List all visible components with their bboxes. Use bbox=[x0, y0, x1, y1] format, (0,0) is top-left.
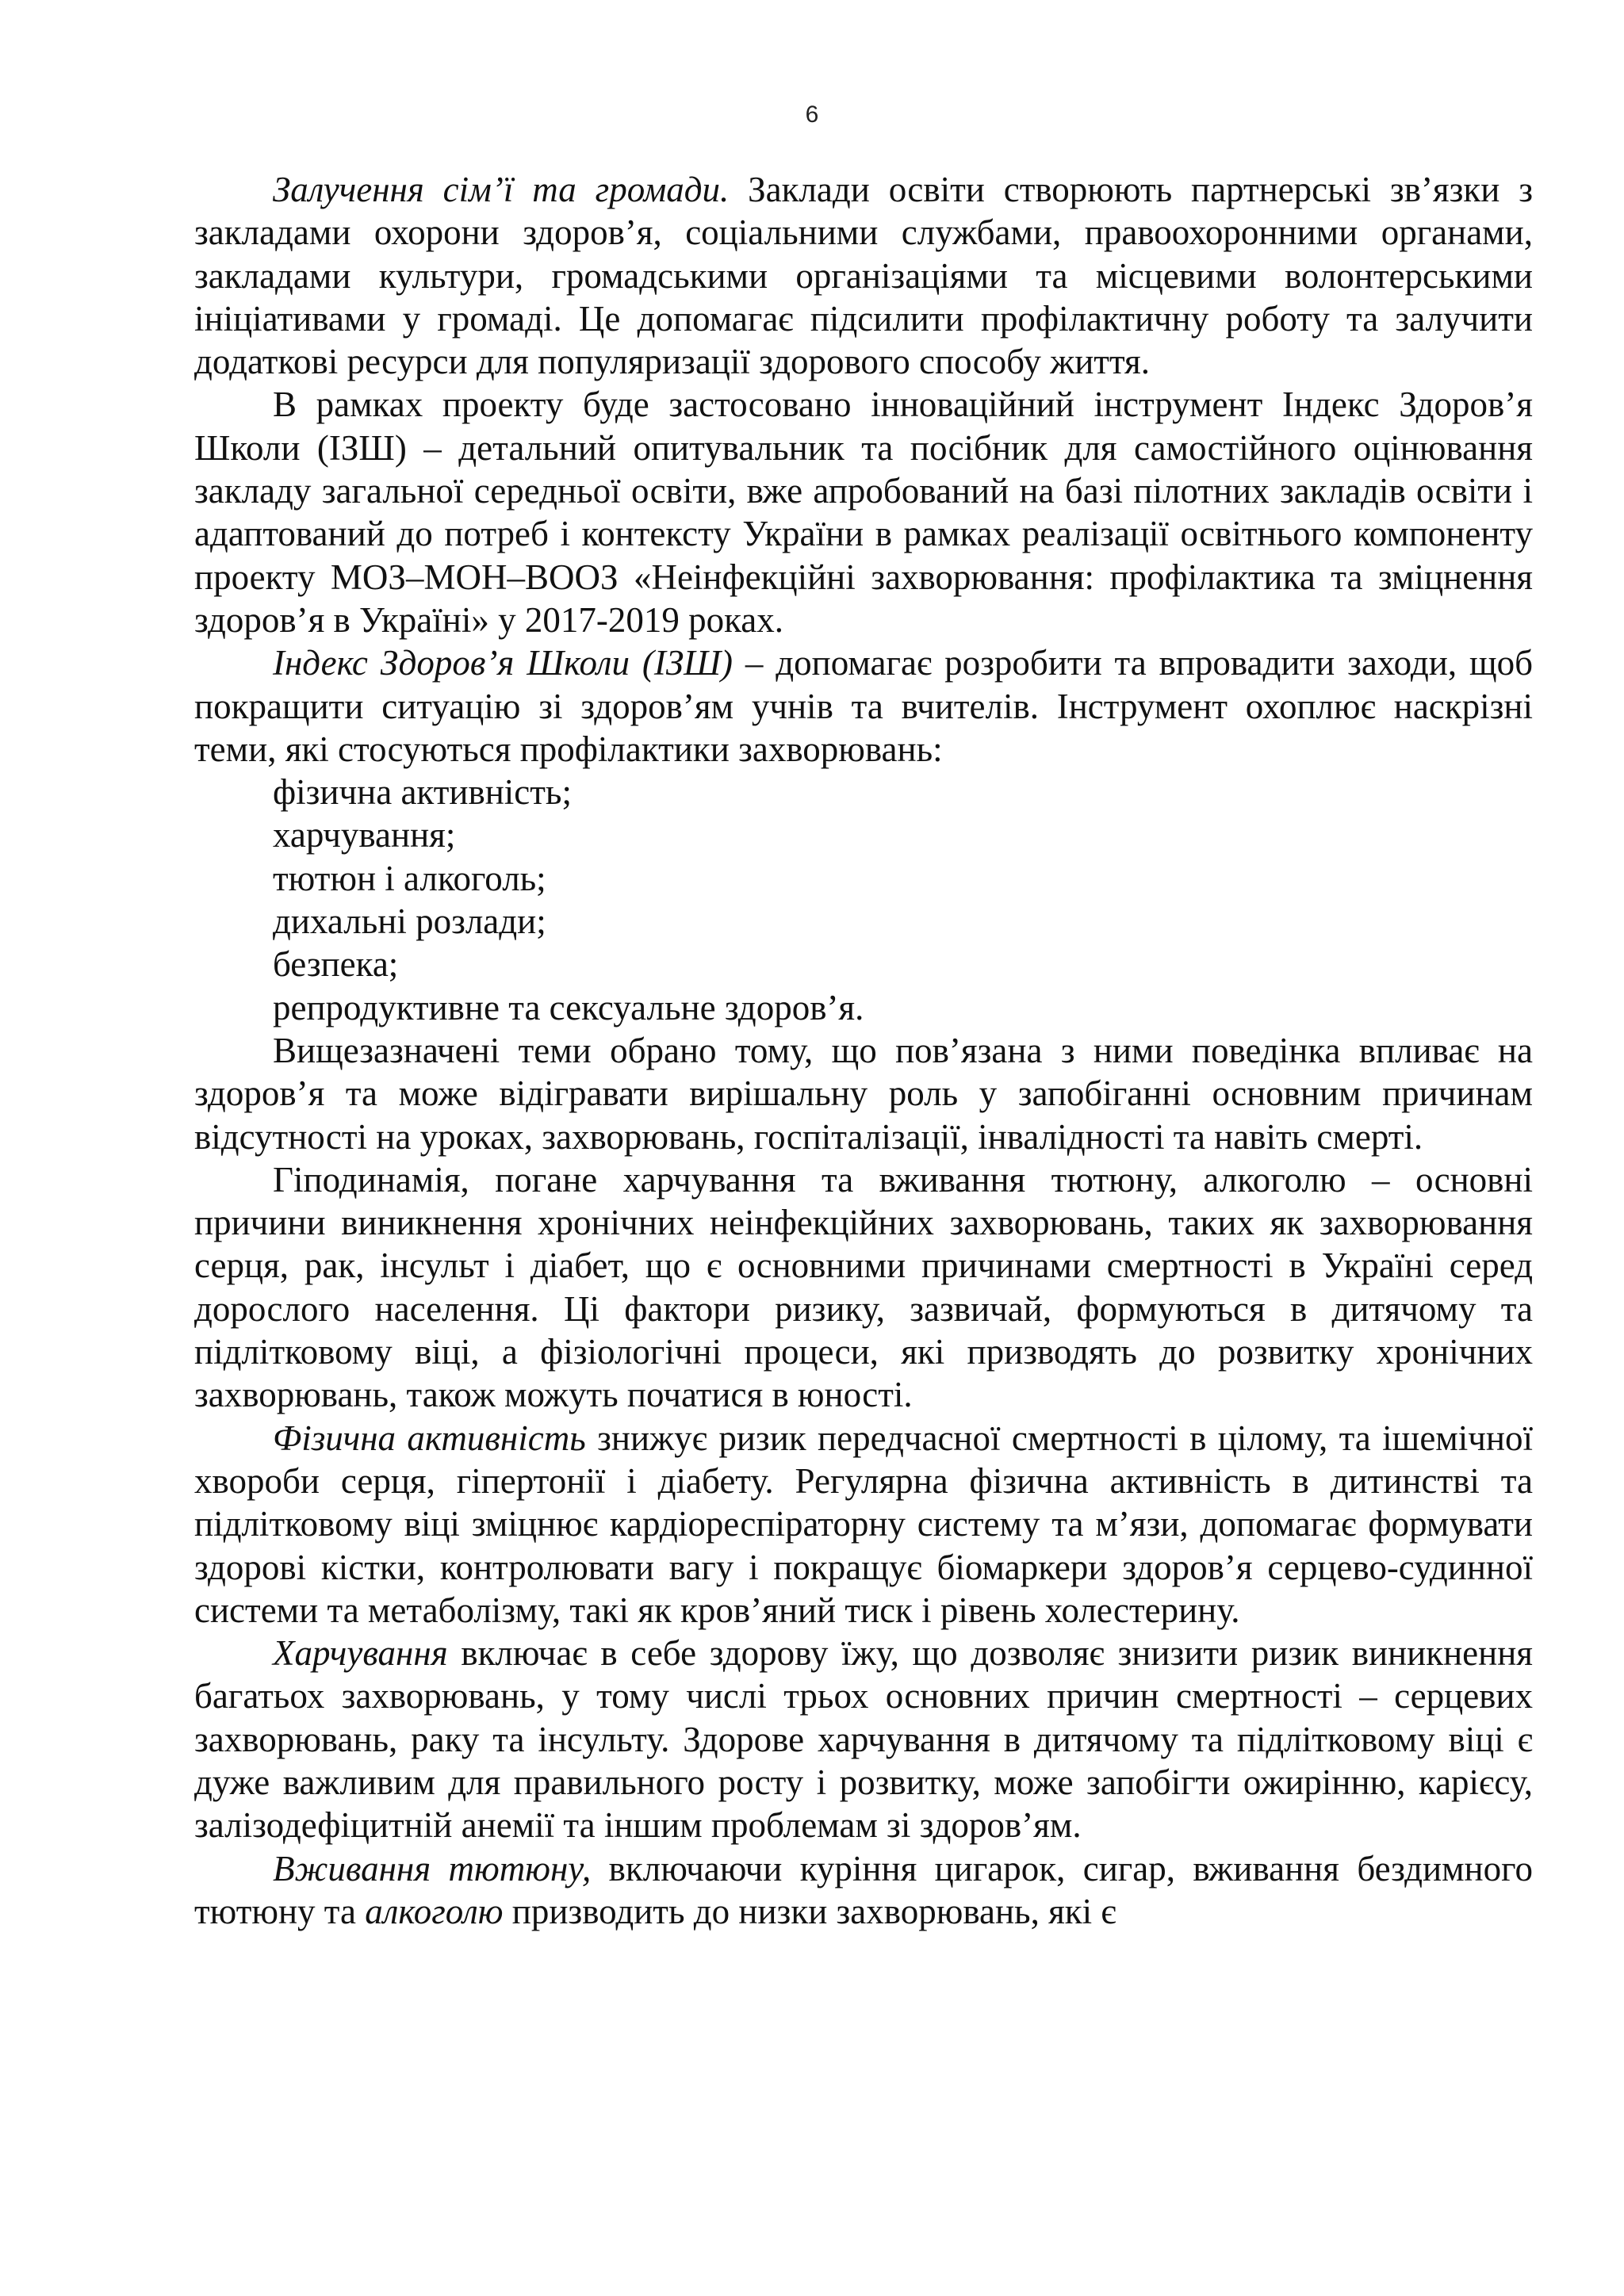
paragraph-lead-italic: Індекс Здоров’я Школи (ІЗШ) bbox=[273, 643, 733, 683]
list-item: безпека; bbox=[273, 944, 399, 985]
paragraph-tobacco-alcohol bbox=[194, 1847, 1533, 1934]
paragraph-school-health-index bbox=[194, 641, 1533, 771]
page-body bbox=[194, 168, 1533, 1933]
paragraph-physical-activity bbox=[194, 1417, 1533, 1632]
paragraph-text: включає в себе здорову їжу, що дозволяє знизити ризик виникнення багатьох захворювань, у тому числі трьох основних причин смертності – серцевих захворювань, раку та інсульту. Здорове харчування в дитячому та підлітковому віці є дуже важливим для правильного росту і розвитку, може запобігти ожирінню, карієсу, залізодефіцитній анемії та іншим проблемам зі здоров’ям. bbox=[194, 1633, 1533, 1846]
paragraph-lead-italic: Вживання тютюну, bbox=[273, 1848, 592, 1888]
paragraph-nutrition bbox=[194, 1632, 1533, 1846]
list-item: тютюн і алкоголь; bbox=[273, 858, 546, 898]
paragraph-lead-italic: Залучення сім’ї та громади. bbox=[273, 170, 730, 209]
paragraph-family-community bbox=[194, 168, 1533, 383]
list-item: дихальні розлади; bbox=[273, 901, 546, 942]
paragraph-lead-italic: Харчування bbox=[273, 1633, 448, 1674]
paragraph-text: призводить до низки захворювань, які є bbox=[503, 1891, 1116, 1931]
page-number: 6 bbox=[805, 101, 819, 128]
list-item: харчування; bbox=[273, 815, 456, 855]
paragraph-topics-rationale: Вищезазначені теми обрано тому, що пов’язана з ними поведінка впливає на здоров’я та може відігравати вирішальну роль у запобіганні основним причинам відсутності на уроках, захворювань, госпіталізації, інвалідності та навіть смерті. bbox=[194, 1030, 1533, 1157]
paragraph-text: Заклади освіти створюють партнерські зв’язки з закладами охорони здоров’я, соціальними службами, правоохоронними органами, закладами культури, громадськими організаціями та місцевими волонтерськими ініціативами у громаді. Це допомагає підсилити профілактичну роботу та залучити додаткові ресурси для популяризації здорового способу життя. bbox=[194, 170, 1533, 382]
paragraph-lead-italic: Фізична активність bbox=[273, 1418, 586, 1458]
list-item: фізична активність; bbox=[273, 772, 572, 813]
paragraph-text: знижує ризик передчасної смертності в цілому, та ішемічної хвороби серця, гіпертонії і діабету. Регулярна фізична активність в дитинстві та підлітковому віці зміцнює кардіореспіраторну систему та м’язи, допомагає формувати здорові кістки, контролювати вагу і покращує біомаркери здоров’я серцево-судинної системи та метаболізму, такі як кров’яний тиск і рівень холестерину. bbox=[194, 1418, 1533, 1630]
topic-list bbox=[194, 771, 1533, 1029]
paragraph-text: включаючи куріння цигарок, сигар, вживання бездимного тютюну та bbox=[194, 1848, 1533, 1931]
paragraph-text: – допомагає розробити та впровадити заходи, щоб покращити ситуацію зі здоров’ям учнів та вчителів. Інструмент охоплює наскрізні теми, які стосуються профілактики захворювань: bbox=[194, 643, 1534, 769]
paragraph-school-health-index-project: В рамках проекту буде застосовано інноваційний інструмент Індекс Здоров’я Школи (ІЗШ) – детальний опитувальник та посібник для самостійного оцінювання закладу загальної середньої освіти, вже апробований на базі пілотних закладів освіти і адаптований до потреб і контексту України в рамках реалізації освітнього компоненту проекту МОЗ–МОН–ВООЗ «Неінфекційні захворювання: профілактика та зміцнення здоров’я в Україні» у 2017-2019 роках. bbox=[194, 385, 1533, 640]
paragraph-hypodynamia: Гіподинамія, погане харчування та вживання тютюну, алкоголю – основні причини виникнення хронічних неінфекційних захворювань, таких як захворювання серця, рак, інсульт і діабет, що є основними причинами смертності в Україні серед дорослого населення. Ці фактори ризику, зазвичай, формуються в дитячому та підлітковому віці, а фізіологічні процеси, які призводять до розвитку хронічних захворювань, також можуть початися в юності. bbox=[194, 1159, 1533, 1415]
list-item: репродуктивне та сексуальне здоров’я. bbox=[273, 987, 864, 1027]
paragraph-inline-italic: алкоголю bbox=[365, 1891, 504, 1931]
